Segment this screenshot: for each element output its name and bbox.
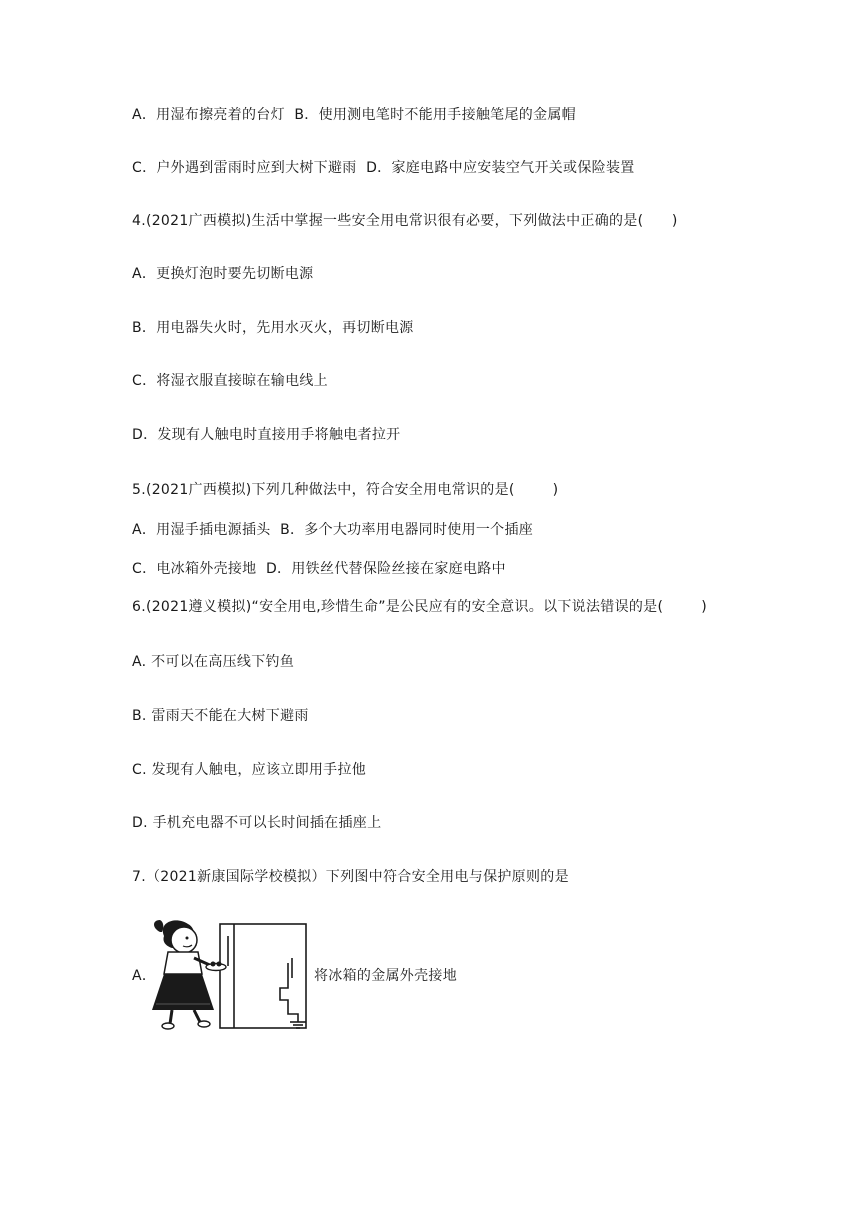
text-line-2: C．户外遇到雷雨时应到大树下避雨 D．家庭电路中应安装空气开关或保险装置 — [132, 160, 635, 176]
question-6-option-d: D. 手机充电器不可以长时间插在插座上 — [132, 815, 382, 831]
question-5-options-cd: C．电冰箱外壳接地 D．用铁丝代替保险丝接在家庭电路中 — [132, 561, 506, 577]
fridge-body — [220, 924, 306, 1028]
question-6-stem: 6.(2021遵义模拟)“安全用电,珍惜生命”是公民应有的安全意识。以下说法错误的是( ) — [132, 599, 707, 615]
question-4-option-d: D．发现有人触电时直接用手将触电者拉开 — [132, 427, 401, 443]
text-line-1: A．用湿布擦亮着的台灯 B．使用测电笔时不能用手接触笔尾的金属帽 — [132, 107, 576, 123]
question-7-option-a-label: A． — [132, 968, 157, 984]
question-6-option-b: B. 雷雨天不能在大树下避雨 — [132, 708, 309, 724]
question-6-option-c: C. 发现有人触电，应该立即用手拉他 — [132, 762, 367, 778]
question-6-option-a: A. 不可以在高压线下钓鱼 — [132, 654, 295, 670]
question-5-options-ab: A．用湿手插电源插头 B．多个大功率用电器同时使用一个插座 — [132, 522, 534, 538]
question-7-stem: 7.（2021新康国际学校模拟）下列图中符合安全用电与保护原则的是 — [132, 869, 569, 885]
question-5-stem: 5.(2021广西模拟)下列几种做法中，符合安全用电常识的是( ) — [132, 482, 559, 498]
fridge-grounding-illustration — [150, 918, 312, 1033]
question-4-stem: 4.(2021广西模拟)生活中掌握一些安全用电常识很有必要，下列做法中正确的是( ) — [132, 213, 678, 229]
question-7-option-a-text: 将冰箱的金属外壳接地 — [314, 968, 457, 984]
question-4-option-a: A．更换灯泡时要先切断电源 — [132, 266, 314, 282]
question-4-option-b: B．用电器失火时，先用水灭火，再切断电源 — [132, 320, 414, 336]
question-4-option-c: C．将湿衣服直接晾在输电线上 — [132, 373, 328, 389]
